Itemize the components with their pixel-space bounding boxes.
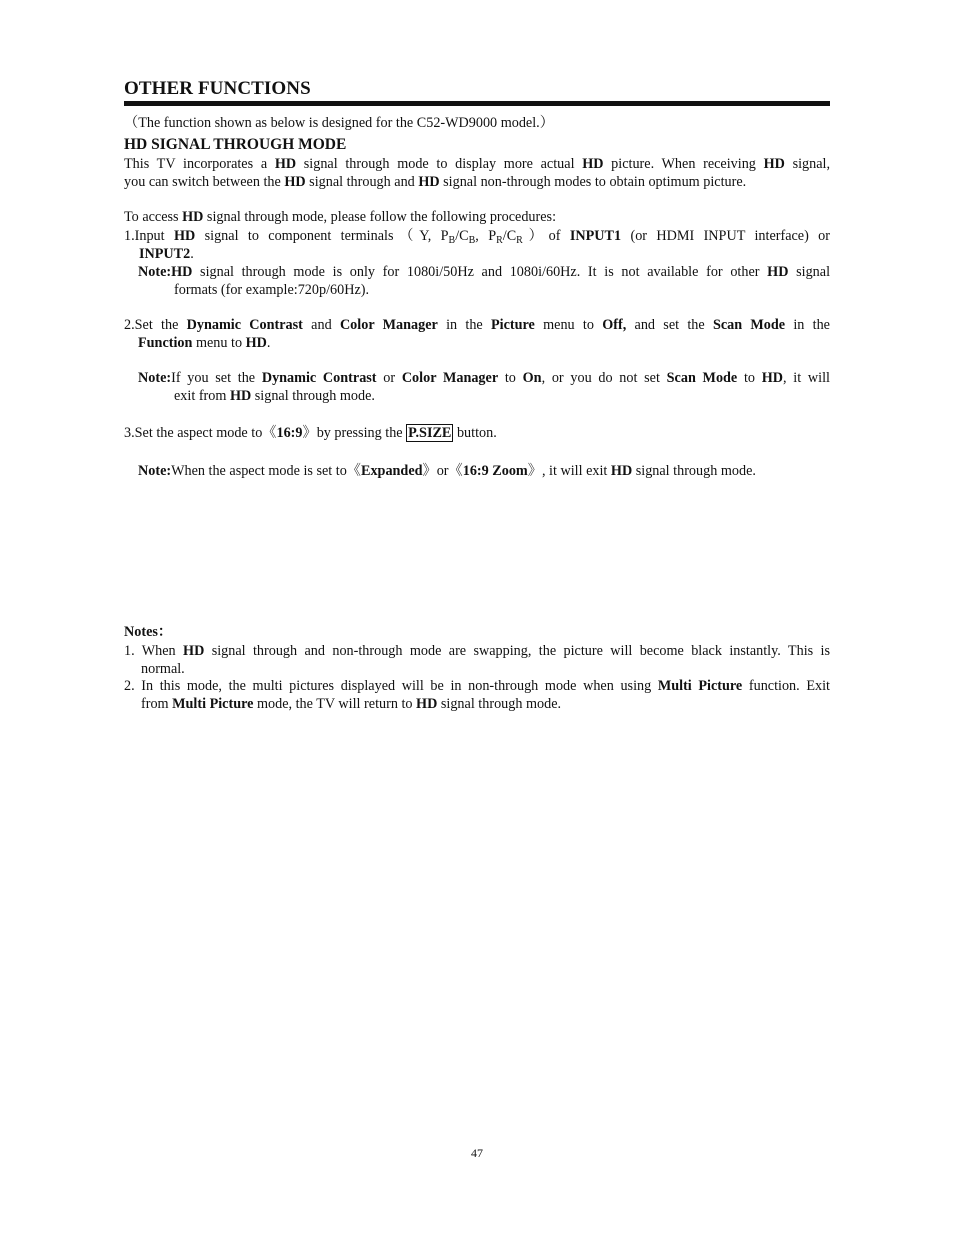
title-underline-rule	[124, 101, 830, 106]
step2-line-2: Function menu to HD.	[138, 335, 271, 351]
step1-line-2: INPUT2.	[139, 246, 194, 262]
page-number: 47	[471, 1146, 483, 1160]
notes-item-2-line-1: 2. In this mode, the multi pictures displayed will be in non-through mode when using Multi Picture function. Exit	[124, 678, 830, 694]
step2-note-line-1: Note:If you set the Dynamic Contrast or Color Manager to On, or you do not set Scan Mode to HD, it will	[138, 370, 830, 386]
step2-line-1: 2.Set the Dynamic Contrast and Color Manager in the Picture menu to Off, and set the Scan Mode in the	[124, 317, 830, 333]
step3-note: Note:When the aspect mode is set to《Expanded》or《16:9 Zoom》, it will exit HD signal through mode.	[138, 463, 756, 479]
step1-note-line-2: formats (for example:720p/60Hz).	[174, 282, 370, 298]
step3-line-1: 3.Set the aspect mode to《16:9》by pressing the P.SIZE button.	[124, 425, 497, 441]
intro-line-1: This TV incorporates a HD signal through mode to display more actual HD picture. When receiving HD signal,	[124, 156, 831, 172]
subheading: HD SIGNAL THROUGH MODE	[124, 136, 347, 153]
notes-heading: Notes：	[124, 624, 173, 640]
step2-note-line-2: exit from HD signal through mode.	[174, 388, 375, 404]
intro-line-2: you can switch between the HD signal through and HD signal non-through modes to obtain optimum picture.	[124, 174, 747, 190]
notes-item-2-line-2: from Multi Picture mode, the TV will return to HD signal through mode.	[141, 696, 562, 712]
notes-item-1-line-1: 1. When HD signal through and non-through mode are swapping, the picture will become black instantly. This is	[124, 643, 831, 659]
step1-line-1: 1.Input HD signal to component terminals（Y, $P_B/C_B$, $P_R/C_R)of$ INPUT1 (or HDMI INPUT interface) or	[124, 228, 830, 246]
section-title: OTHER FUNCTIONS	[124, 78, 311, 99]
psize-button-label: P.SIZE	[408, 425, 452, 441]
access-line: To access HD signal through mode, please follow the following procedures:	[124, 209, 557, 225]
step1-note-line-1: Note:HD signal through mode is only for 1080i/50Hz and 1080i/60Hz. It is not available for other HD signal	[138, 264, 831, 280]
notes-item-1-line-2: normal.	[141, 661, 185, 677]
model-note: （The function shown as below is designed for the C52-WD9000 model.）	[124, 115, 554, 131]
